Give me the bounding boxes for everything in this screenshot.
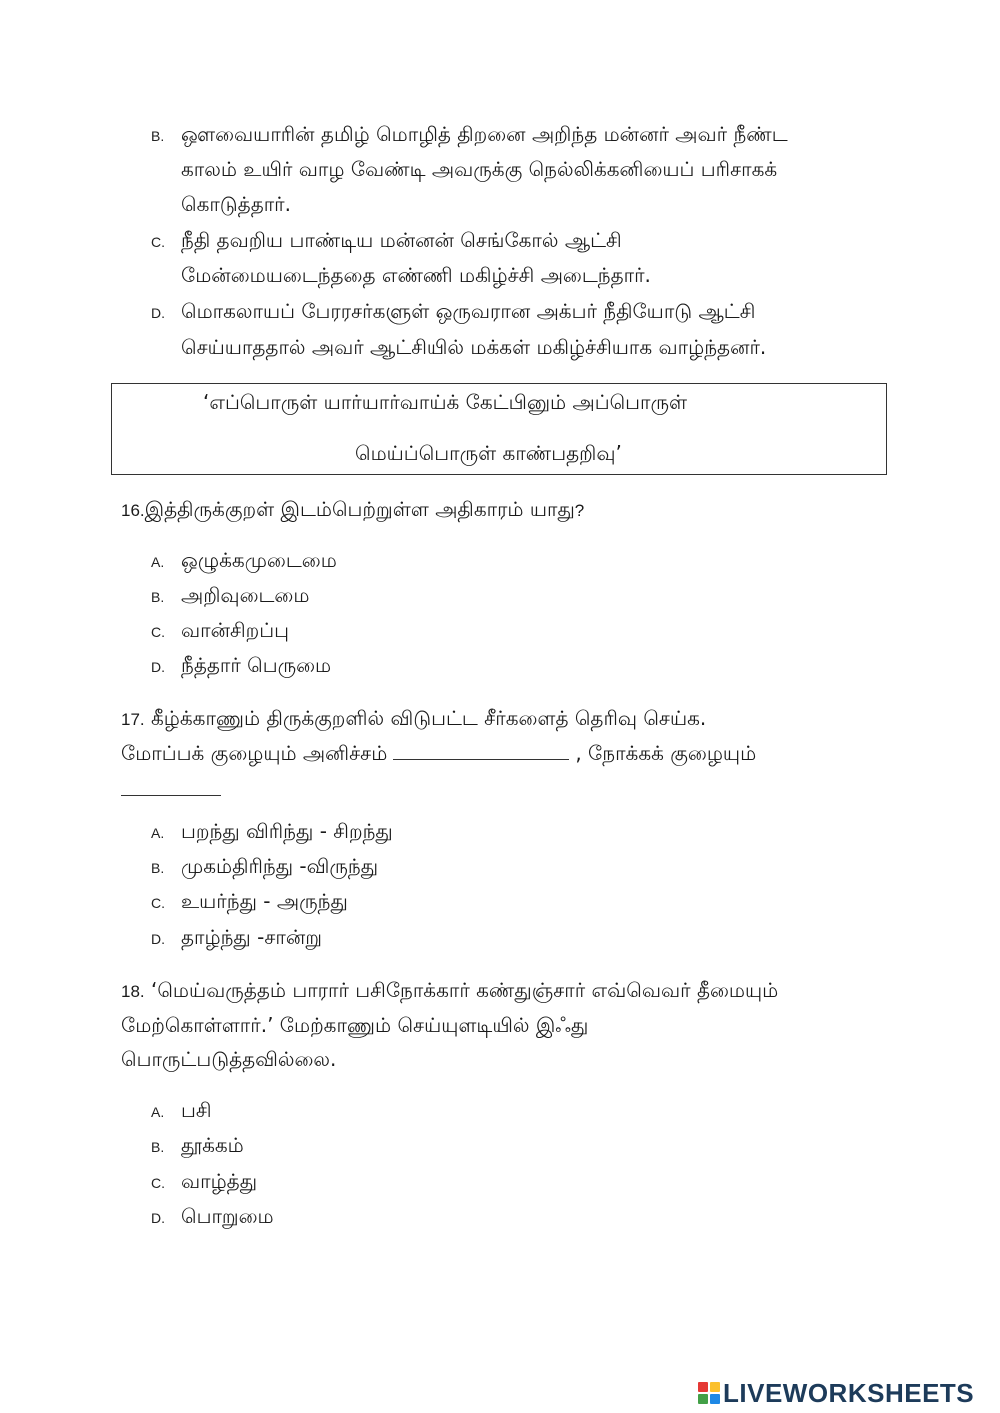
option-text: கொடுத்தார். [181, 192, 291, 216]
question-text: மேற்கொள்ளார்.’ மேற்காணும் செய்யுளடியில் இஃது [121, 1013, 589, 1037]
option-text: பசி [181, 1098, 212, 1122]
liveworksheets-brand[interactable] [698, 1378, 974, 1408]
question-16 [121, 497, 584, 523]
option-letter: C. [151, 1175, 165, 1191]
question-text: கீழ்க்காணும் திருக்குறளில் விடுபட்ட சீர்களைத் தெரிவு செய்க. [151, 706, 707, 730]
option-text: காலம் உயிர் வாழ வேண்டி அவருக்கு நெல்லிக்கனியைப் பரிசாகக் [181, 157, 778, 181]
option-text: ஔவையாரின் தமிழ் மொழித் திறனை அறிந்த மன்னர் அவர் நீண்ட [181, 122, 788, 146]
option-letter: B. [151, 1139, 165, 1155]
question-text: பொருட்படுத்தவில்லை. [121, 1047, 337, 1071]
option-text: வாழ்த்து [181, 1169, 258, 1193]
option-text: செய்யாததால் அவர் ஆட்சியில் மக்கள் மகிழ்ச்சியாக வாழ்ந்தனர். [181, 335, 767, 359]
logo-square [710, 1394, 720, 1404]
kural-part-2: , நோக்கக் குழையும் [575, 741, 757, 765]
liveworksheets-logo-icon [698, 1382, 720, 1404]
option-letter: C. [151, 895, 165, 911]
option-letter: D. [151, 1210, 165, 1226]
question-number: 16. [121, 501, 145, 520]
answer-blank[interactable] [393, 741, 569, 760]
option-letter: A. [151, 554, 165, 570]
option-letter: D. [151, 305, 165, 321]
kural-line-2: மெய்ப்பொருள் காண்பதறிவு’ [355, 441, 622, 465]
option-text: மேன்மையடைந்ததை எண்ணி மகிழ்ச்சி அடைந்தார். [181, 263, 651, 287]
question-18 [121, 978, 778, 1004]
question-17-kural [121, 741, 756, 765]
question-mark: ? [574, 501, 585, 520]
option-text: பறந்து விரிந்து - சிறந்து [181, 819, 393, 843]
option-letter: A. [151, 825, 165, 841]
brand-text: LIVEWORKSHEETS [723, 1377, 975, 1408]
option-text: மொகலாயப் பேரரசர்களுள் ஒருவரான அக்பர் நீதியோடு ஆட்சி [181, 299, 756, 323]
option-text: தாழ்ந்து -சான்று [181, 925, 322, 949]
option-text: அறிவுடைமை [181, 583, 310, 607]
option-text: பொறுமை [181, 1204, 274, 1228]
question-number: 18. [121, 982, 145, 1001]
option-letter: B. [151, 860, 165, 876]
logo-square [698, 1394, 708, 1404]
option-letter: B. [151, 128, 165, 144]
option-letter: A. [151, 1104, 165, 1120]
logo-square [710, 1382, 720, 1392]
question-text: ‘மெய்வருத்தம் பாரார் பசிநோக்கார் கண்துஞ்சார் எவ்வெவர் தீமையும் [151, 978, 779, 1002]
question-17 [121, 706, 706, 732]
option-text: தூக்கம் [181, 1133, 244, 1157]
option-text: நீதி தவறிய பாண்டிய மன்னன் செங்கோல் ஆட்சி [181, 228, 622, 252]
option-letter: D. [151, 659, 165, 675]
option-text: ஒழுக்கமுடைமை [181, 548, 337, 572]
answer-blank[interactable] [121, 795, 221, 796]
option-text: நீத்தார் பெருமை [181, 653, 332, 677]
question-text: இத்திருக்குறள் இடம்பெற்றுள்ள அதிகாரம் யாது [144, 497, 575, 521]
option-letter: B. [151, 589, 165, 605]
option-text: உயர்ந்து - அருந்து [181, 889, 348, 913]
option-letter: C. [151, 234, 165, 250]
logo-square [698, 1382, 708, 1392]
option-text: முகம்திரிந்து -விருந்து [181, 854, 379, 878]
option-letter: C. [151, 624, 165, 640]
kural-part-1: மோப்பக் குழையும் அனிச்சம் [121, 741, 388, 765]
question-number: 17. [121, 710, 145, 729]
option-letter: D. [151, 931, 165, 947]
kural-line-1: ‘எப்பொருள் யார்யார்வாய்க் கேட்பினும் அப்பொருள் [203, 390, 688, 414]
option-text: வான்சிறப்பு [181, 618, 290, 642]
